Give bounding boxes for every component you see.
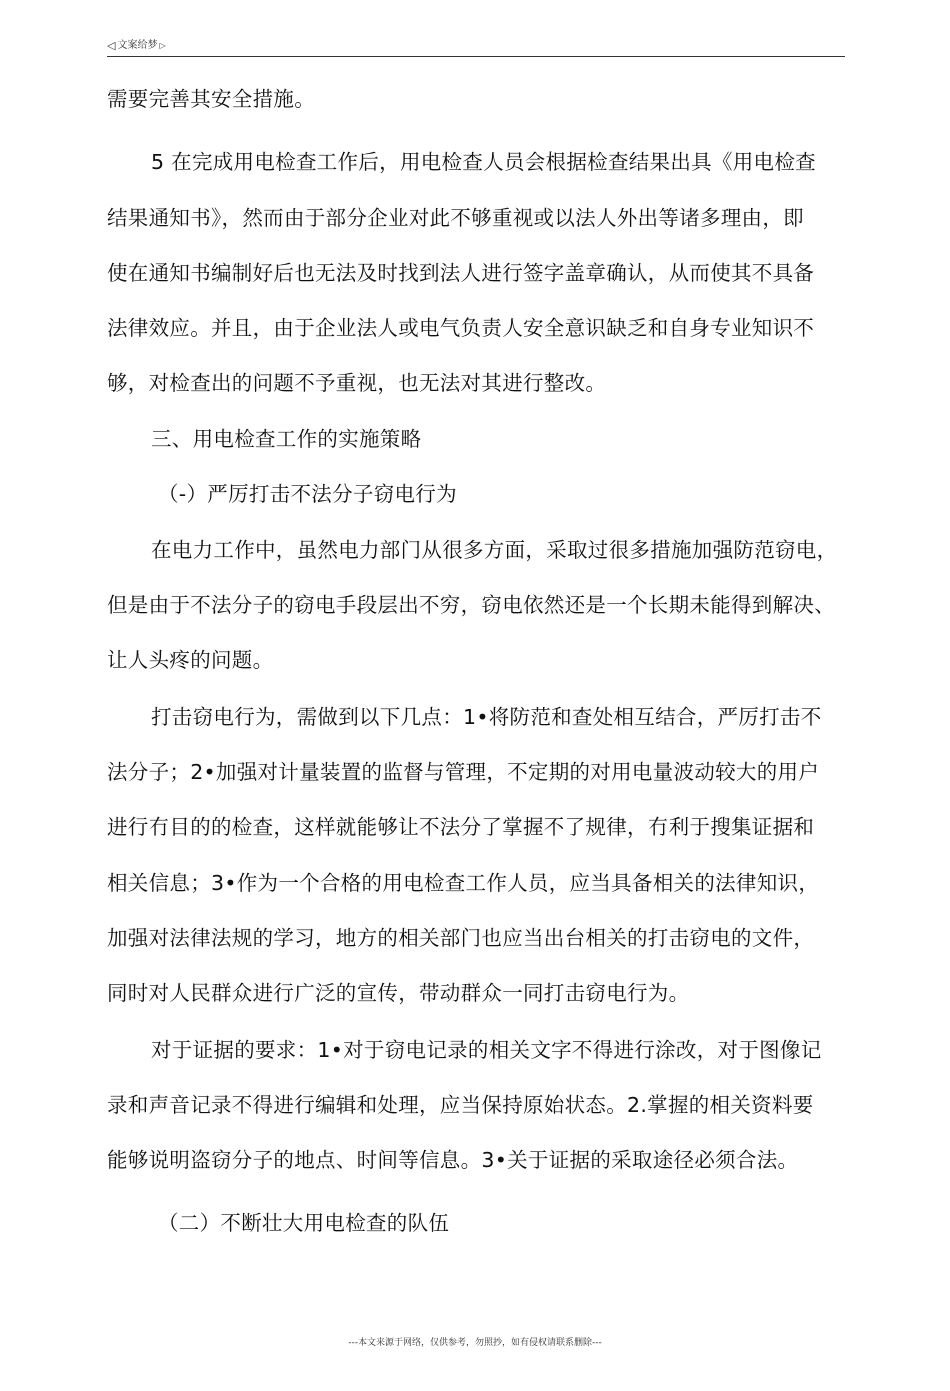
page-footer: ---本文来源于网络，仅供参考，勿照抄，如有侵权请联系删除--- — [348, 1338, 602, 1348]
text-line: 同时对人民群众进行广泛的宣传，带动群众一同打击窃电行为。 — [107, 981, 690, 1005]
text-line: 法分子；2•加强对计量装置的监督与管理，不定期的对用电量波动较大的用户 — [107, 760, 820, 784]
triangle-right-icon: ▷ — [159, 41, 166, 50]
text-line: 够，对检查出的问题不予重视，也无法对其进行整改。 — [107, 371, 607, 395]
text-line: 法律效应。并且，由于企业法人或电气负责人安全意识缺乏和自身专业知识不 — [107, 316, 815, 340]
subsection-heading: （二）不断壮大用电检查的队伍 — [158, 1211, 450, 1235]
text-line: 让人头疼的问题。 — [107, 648, 274, 672]
subsection-heading: （-）严厉打击不法分子窃电行为 — [158, 482, 457, 506]
text-line: 进行冇目的的检查，这样就能够让不法分了掌握不了规律，冇利于搜集证据和 — [107, 815, 815, 839]
text-line: 使在通知书编制好后也无法及时找到法人进行签字盖章确认，从而使其不具备 — [107, 261, 815, 285]
text-line: 能够说明盗窃分子的地点、时间等信息。3•关于证据的采取途径必须合法。 — [107, 1148, 799, 1172]
section-heading: 三、用电检查工作的实施策略 — [151, 427, 422, 451]
text-line: 在电力工作中，虽然电力部门从很多方面，采取过很多措施加强防范窃电， — [151, 538, 838, 562]
header-title: 文案给梦 — [117, 40, 158, 51]
triangle-left-icon: ◁ — [107, 39, 116, 52]
text-line: 但是由于不法分子的窃电手段层出不穷，窃电依然还是一个长期未能得到解决、 — [107, 593, 835, 617]
text-line: 需要完善其安全措施。 — [107, 87, 315, 111]
text-line: 对于证据的要求：1•对于窃电记录的相关文字不得进行涂改，对于图像记 — [151, 1038, 822, 1062]
text-line: 结果通知书》，然而由于部分企业对此不够重视或以法人外出等诸多理由，即 — [107, 206, 804, 230]
text-line: 打击窃电行为，需做到以下几点：1•将防范和查处相互结合，严厉打击不 — [151, 705, 822, 729]
text-line: 5 在完成用电检查工作后，用电检查人员会根据检查结果出具《用电检查 — [151, 150, 816, 174]
page-header — [107, 40, 845, 57]
text-line: 录和声音记录不得进行编辑和处理，应当保持原始状态。2.掌握的相关资料要 — [107, 1093, 814, 1117]
text-line: 相关信息；3•作为一个合格的用电检查工作人员，应当具备相关的法律知识， — [107, 871, 820, 895]
text-line: 加强对法律法规的学习，地方的相关部门也应当出台相关的打击窃电的文件， — [107, 926, 815, 950]
